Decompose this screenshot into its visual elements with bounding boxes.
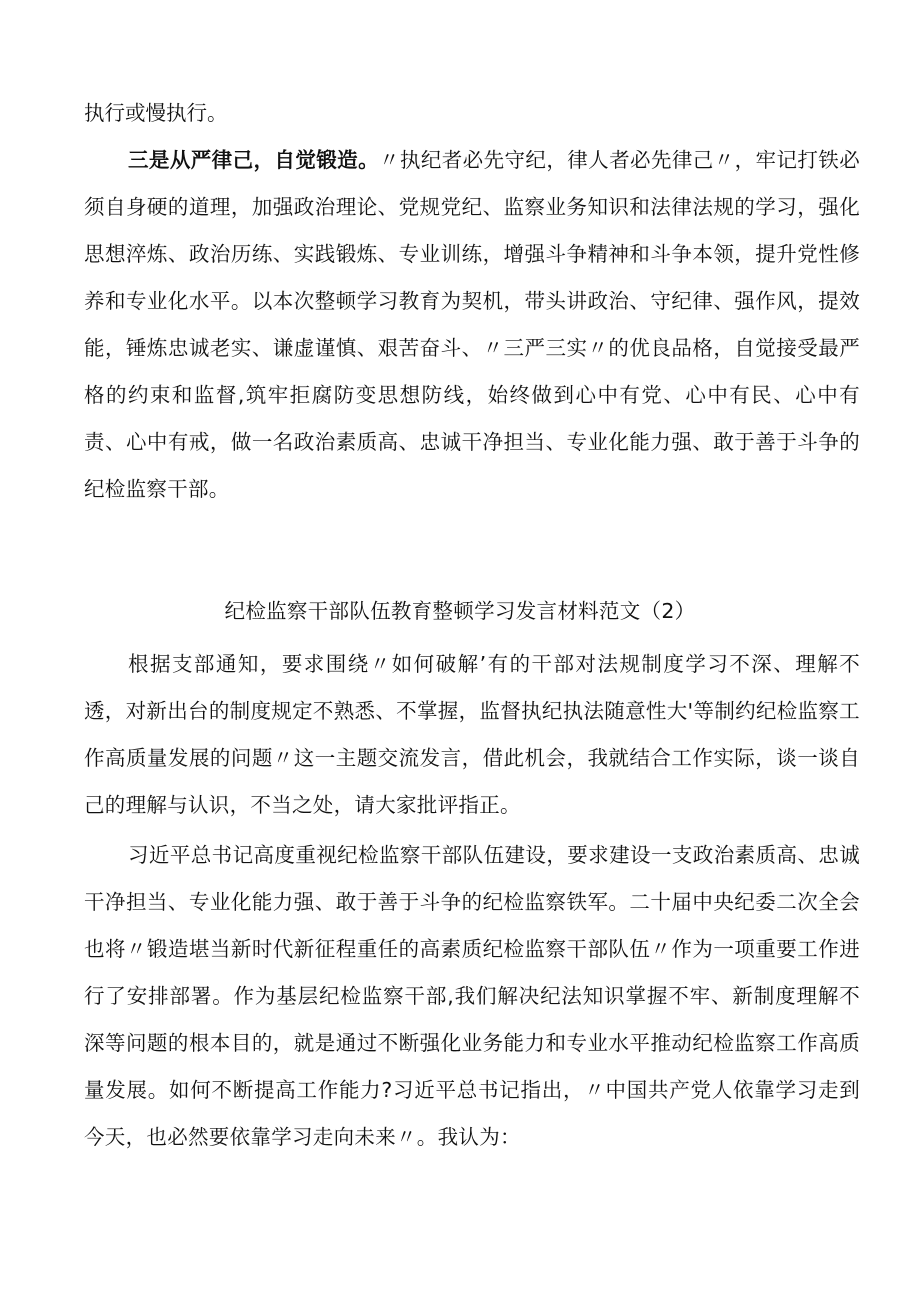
paragraph-self-discipline-text: 〃执纪者必先守纪，律人者必先律己〃，牢记打铁必须自身硬的道理，加强政治理论、党规党纪、监察业务知识和法律法规的学习，强化思想淬炼、政治历练、实践锻炼、专业训练，增强斗争精神和斗争本领，提升党性修养和专业化水平。以本次整顿学习教育为契机，带头讲政治、守纪律、强作风，提效能，锤炼忠诚老实、谦虚谨慎、艰苦奋斗、〃三严三实〃的优良品格，自觉接受最严格的约束和监督,筑牢拒腐防变思想防线，始终做到心中有党、心中有民、心中有责、心中有戒，做一名政治素质高、忠诚干净担当、专业化能力强、敢于善于斗争的纪检监察干部。 <box>84 148 860 501</box>
paragraph-continuation-text: 执行或慢执行。 <box>84 101 228 125</box>
paragraph-introduction: 根据支部通知，要求围绕〃如何破解’有的干部对法规制度学习不深、理解不透，对新出台的制度规定不熟悉、不掌握，监督执纪执法随意性大'等制约纪检监察工作高质量发展的问题〃这一主题交流发言，借此机会，我就结合工作实际，谈一谈自己的理解与认识，不当之处，请大家批评指正。 <box>84 652 860 817</box>
paragraph-self-discipline <box>84 137 860 513</box>
section-title: 纪检监察干部队伍教育整顿学习发言材料范文（2） <box>224 599 696 623</box>
paragraph-heading-bold: 三是从严律己，自觉锻造。 <box>128 148 380 172</box>
paragraph-main: 习近平总书记高度重视纪检监察干部队伍建设，要求建设一支政治素质高、忠诚干净担当、专业化能力强、敢于善于斗争的纪检监察铁军。二十届中央纪委二次全会也将〃锻造堪当新时代新征程重任的高素质纪检监察干部队伍〃作为一项重要工作进行了安排部署。作为基层纪检监察干部,我们解决纪法知识掌握不牢、新制度理解不深等问题的根本目的，就是通过不断强化业务能力和专业水平推动纪检监察工作高质量发展。如何不断提高工作能力?习近平总书记指出，〃中国共产党人依靠学习走到今天，也必然要依靠学习走向未来〃。我认为： <box>84 843 860 1149</box>
paragraph-continuation <box>84 90 228 137</box>
